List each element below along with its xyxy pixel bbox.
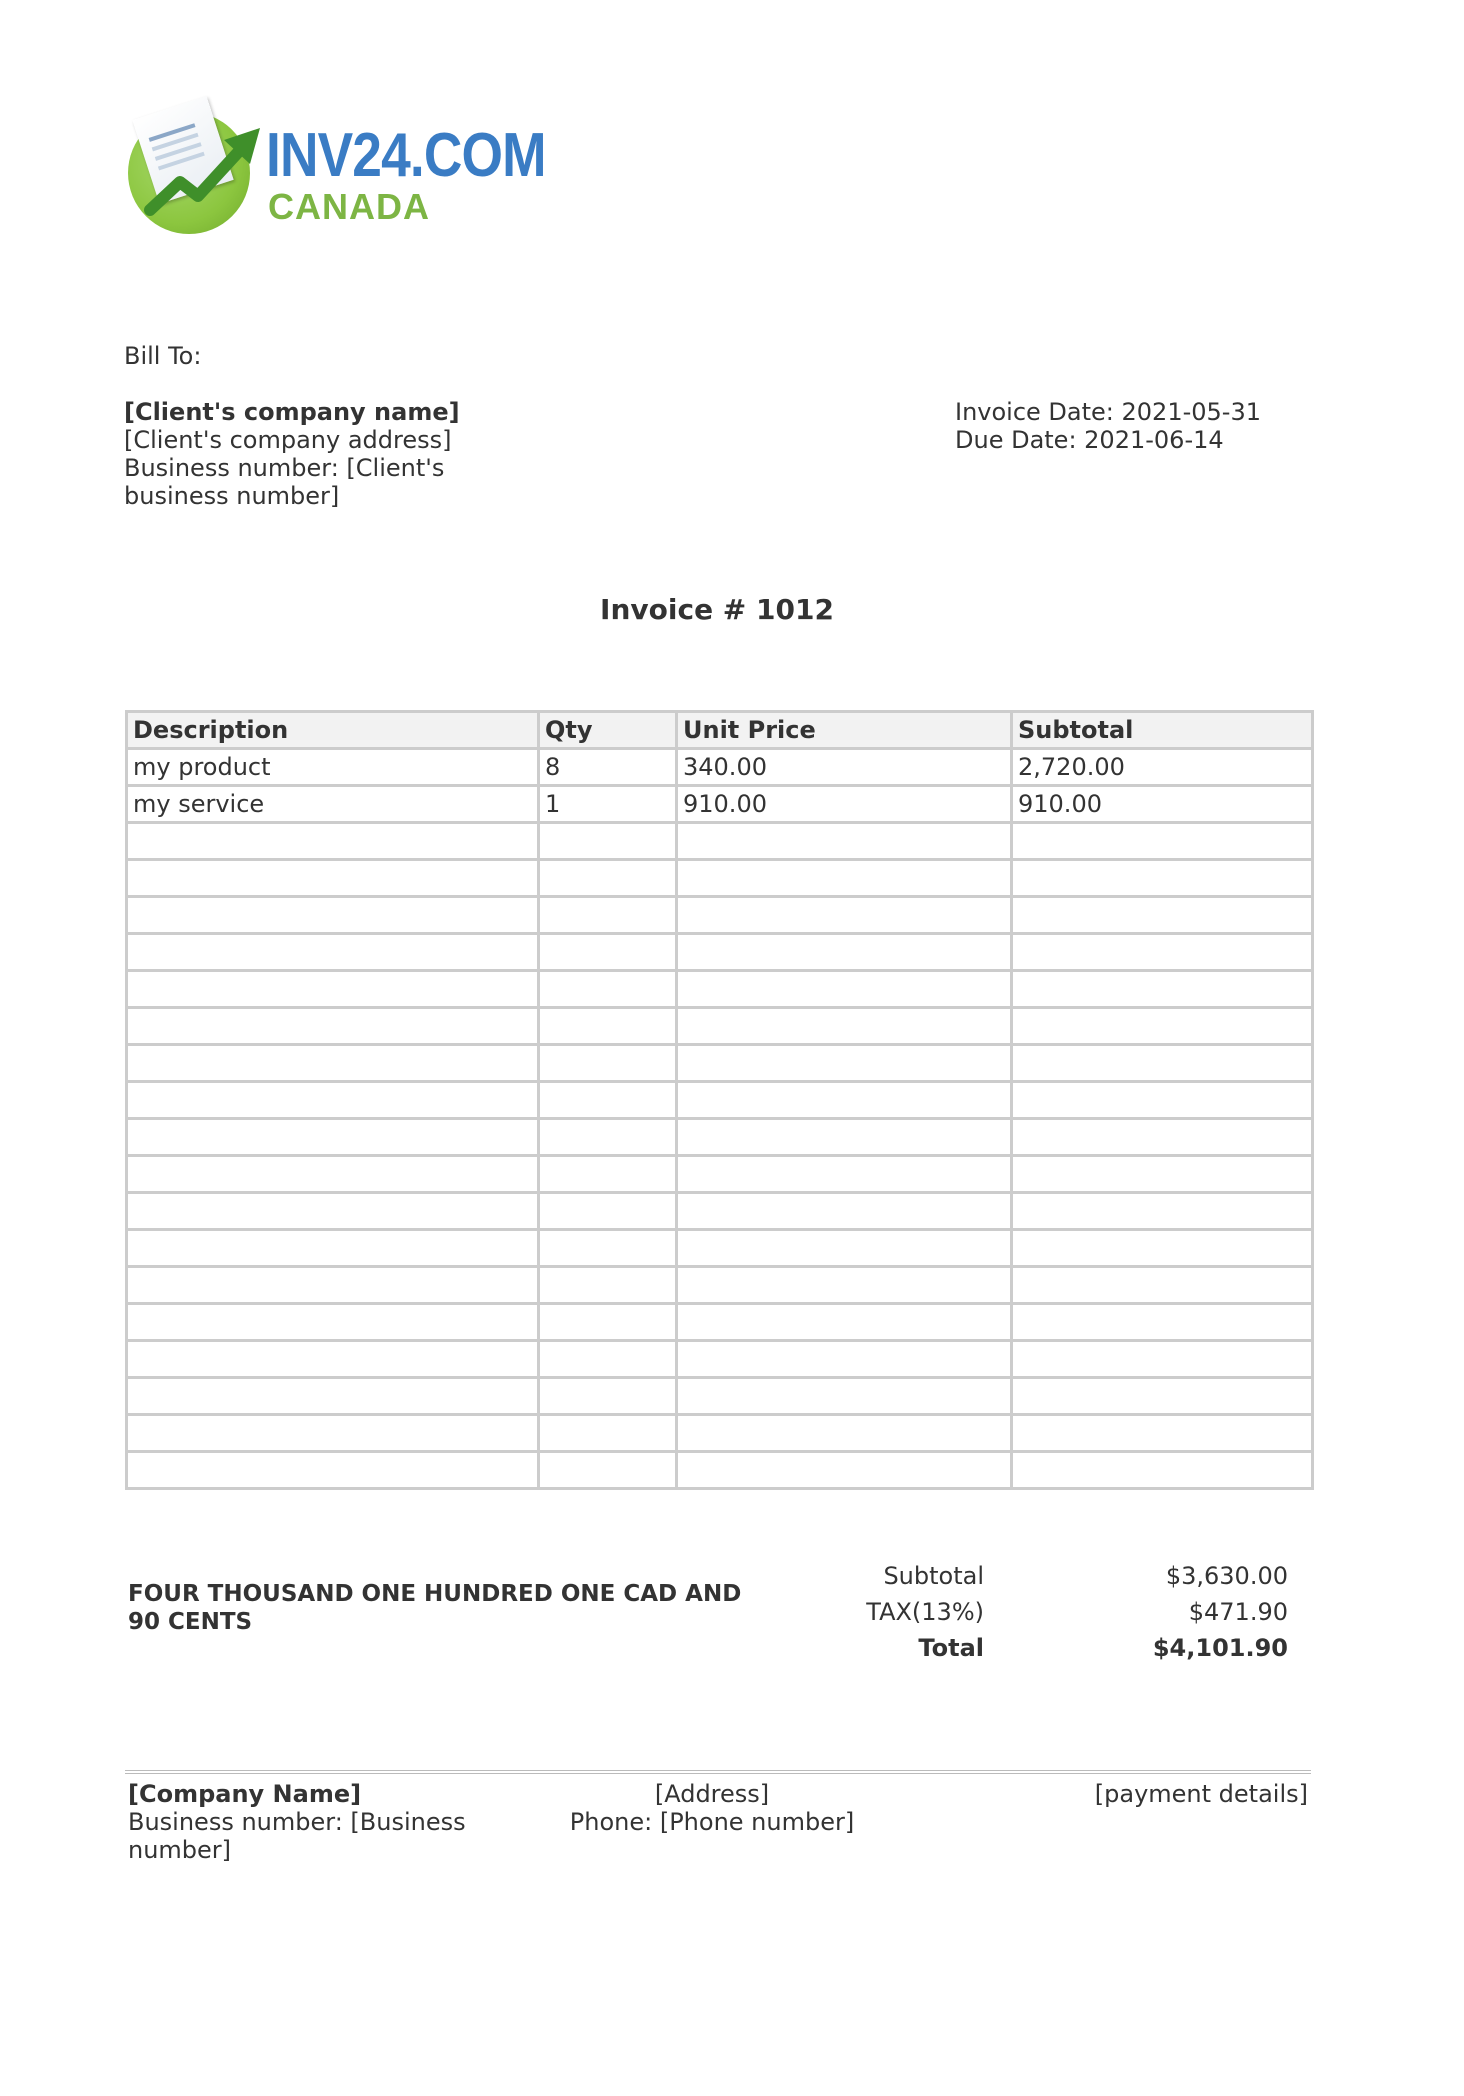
cell-subtotal [1012,934,1313,971]
company-logo [124,98,546,238]
cell-unit-price [677,1193,1012,1230]
amount-in-words: FOUR THOUSAND ONE HUNDRED ONE CAD AND 90 CENTS [128,1581,742,1635]
table-row [127,1230,1313,1267]
due-date: Due Date: 2021-06-14 [955,426,1224,454]
invoice-dates [955,398,1261,454]
cell-qty [539,897,677,934]
cell-qty [539,1193,677,1230]
cell-qty [539,860,677,897]
invoice-title: Invoice # 1012 [600,593,834,626]
table-row [127,1378,1313,1415]
cell-subtotal [1012,1378,1313,1415]
table-row [127,1156,1313,1193]
cell-description [127,1267,539,1304]
cell-subtotal [1012,1008,1313,1045]
cell-subtotal [1012,897,1313,934]
cell-subtotal [1012,1452,1313,1489]
cell-qty [539,1082,677,1119]
cell-subtotal [1012,860,1313,897]
table-row [127,749,1313,786]
column-header-subtotal: Subtotal [1012,712,1313,749]
cell-description [127,1415,539,1452]
footer-contact [510,1780,914,1836]
cell-subtotal [1012,1304,1313,1341]
table-row [127,971,1313,1008]
cell-subtotal [1012,1156,1313,1193]
cell-subtotal: 2,720.00 [1012,749,1313,786]
cell-description [127,823,539,860]
cell-unit-price [677,1415,1012,1452]
cell-unit-price [677,897,1012,934]
cell-qty [539,934,677,971]
cell-description [127,1378,539,1415]
cell-description [127,1193,539,1230]
table-row [127,1415,1313,1452]
cell-unit-price [677,971,1012,1008]
logo-growth-arrow-icon [142,118,282,228]
tax-row [760,1594,1288,1630]
cell-qty [539,823,677,860]
cell-qty [539,1452,677,1489]
footer-divider [125,1770,1311,1774]
column-header-description: Description [127,712,539,749]
subtotal-row [760,1558,1288,1594]
cell-subtotal [1012,1415,1313,1452]
cell-unit-price: 340.00 [677,749,1012,786]
total-label: Total [918,1634,984,1662]
footer-payment-details: [payment details] [1094,1780,1308,1808]
table-row [127,1008,1313,1045]
table-row [127,1082,1313,1119]
cell-qty [539,1415,677,1452]
cell-qty [539,1378,677,1415]
tax-label: TAX(13%) [866,1598,984,1626]
client-company-name: [Client's company name] [124,398,460,426]
cell-unit-price [677,1119,1012,1156]
cell-subtotal: 910.00 [1012,786,1313,823]
cell-unit-price [677,823,1012,860]
cell-unit-price: 910.00 [677,786,1012,823]
footer-business-number: Business number: [Business number] [128,1808,466,1864]
footer-company-name: [Company Name] [128,1780,362,1808]
cell-subtotal [1012,1119,1313,1156]
cell-qty [539,1156,677,1193]
table-row [127,1341,1313,1378]
cell-unit-price [677,934,1012,971]
footer-payment [980,1780,1308,1808]
cell-subtotal [1012,1230,1313,1267]
cell-qty [539,1119,677,1156]
table-row [127,1119,1313,1156]
table-row [127,897,1313,934]
cell-subtotal [1012,823,1313,860]
table-row [127,1452,1313,1489]
cell-unit-price [677,860,1012,897]
footer-phone: Phone: [Phone number] [569,1808,855,1836]
cell-qty [539,1267,677,1304]
cell-description [127,934,539,971]
logo-region-text: CANADA [268,186,430,227]
table-row [127,786,1313,823]
cell-qty [539,1008,677,1045]
cell-description [127,1119,539,1156]
cell-unit-price [677,1341,1012,1378]
cell-qty: 1 [539,786,677,823]
table-row [127,860,1313,897]
table-row [127,1304,1313,1341]
cell-subtotal [1012,1341,1313,1378]
cell-unit-price [677,1304,1012,1341]
line-items-table [125,710,1314,1490]
column-header-qty: Qty [539,712,677,749]
cell-description [127,1341,539,1378]
cell-unit-price [677,1452,1012,1489]
client-business-number: Business number: [Client's business number] [124,454,445,510]
client-company-address: [Client's company address] [124,426,452,454]
client-details [124,398,504,510]
cell-subtotal [1012,1045,1313,1082]
cell-description [127,897,539,934]
subtotal-value: $3,630.00 [1165,1562,1288,1590]
cell-description: my service [127,786,539,823]
logo-brand-text: INV24.COM [266,121,546,190]
cell-subtotal [1012,1267,1313,1304]
subtotal-label: Subtotal [883,1562,984,1590]
table-header-row [127,712,1313,749]
table-row [127,1267,1313,1304]
cell-subtotal [1012,971,1313,1008]
cell-description [127,1156,539,1193]
cell-description [127,860,539,897]
cell-unit-price [677,1230,1012,1267]
table-row [127,934,1313,971]
cell-unit-price [677,1008,1012,1045]
table-row [127,823,1313,860]
cell-subtotal [1012,1193,1313,1230]
cell-unit-price [677,1082,1012,1119]
table-row [127,1193,1313,1230]
cell-description [127,1008,539,1045]
cell-qty [539,1341,677,1378]
cell-qty [539,1304,677,1341]
footer-address: [Address] [654,1780,770,1808]
column-header-unit-price: Unit Price [677,712,1012,749]
cell-unit-price [677,1267,1012,1304]
cell-unit-price [677,1156,1012,1193]
cell-qty: 8 [539,749,677,786]
cell-description: my product [127,749,539,786]
table-row [127,1045,1313,1082]
cell-qty [539,1230,677,1267]
cell-subtotal [1012,1082,1313,1119]
totals-table [760,1558,1288,1666]
invoice-date: Invoice Date: 2021-05-31 [955,398,1261,426]
cell-qty [539,1045,677,1082]
cell-description [127,1452,539,1489]
cell-unit-price [677,1045,1012,1082]
cell-qty [539,971,677,1008]
cell-description [127,1304,539,1341]
cell-description [127,1045,539,1082]
total-value: $4,101.90 [1152,1634,1288,1662]
bill-to-label: Bill To: [124,342,202,370]
footer-company [128,1780,508,1864]
cell-description [127,971,539,1008]
tax-value: $471.90 [1188,1598,1288,1626]
total-row [760,1630,1288,1666]
cell-description [127,1230,539,1267]
cell-description [127,1082,539,1119]
cell-unit-price [677,1378,1012,1415]
